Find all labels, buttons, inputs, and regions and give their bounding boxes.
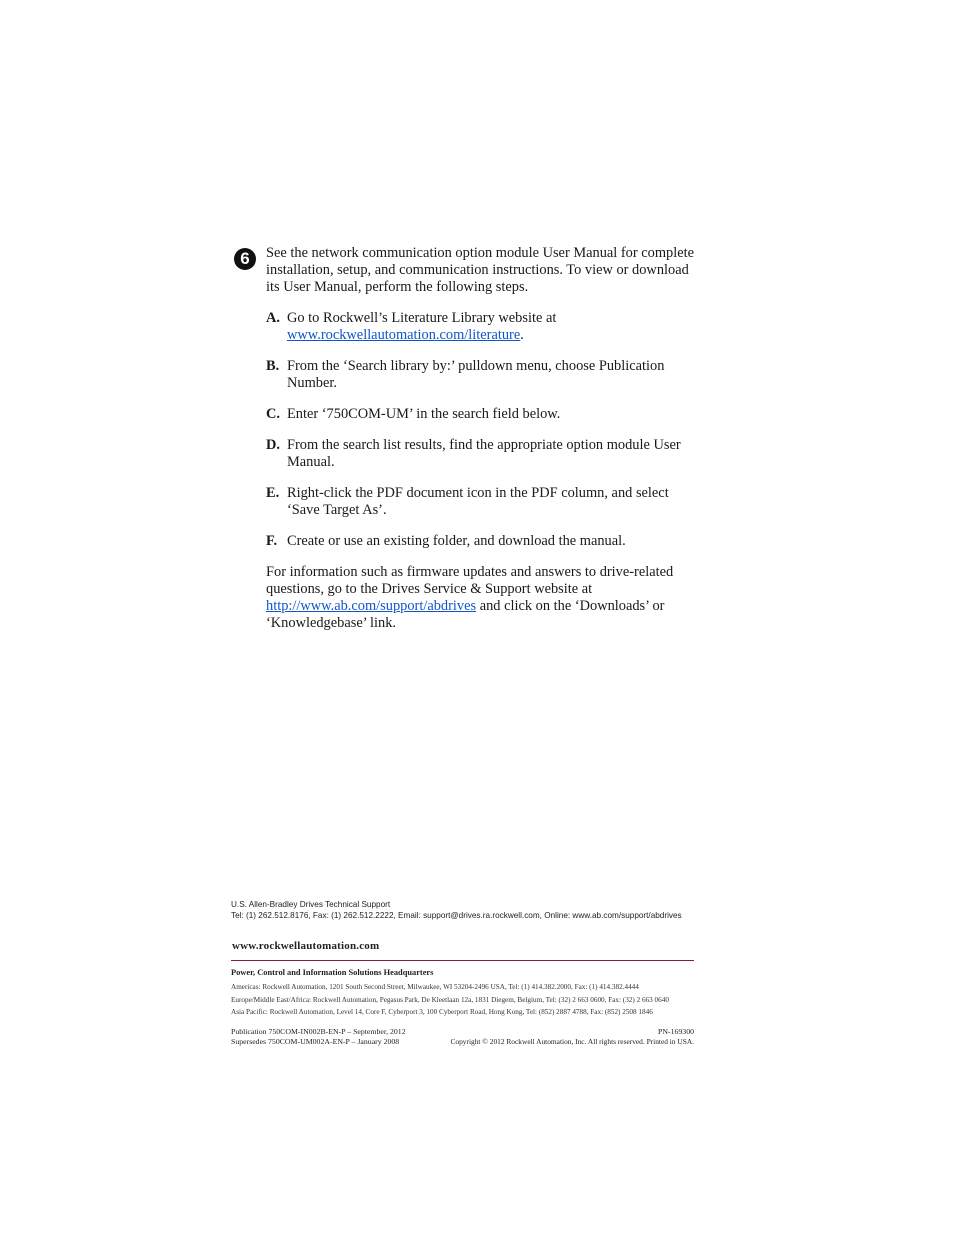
step-content <box>266 245 696 632</box>
instruction-item-a <box>266 310 696 344</box>
item-text: From the search list results, find the appropriate option module User Manual. <box>287 437 681 470</box>
item-text: Go to Rockwell’s Literature Library website at <box>287 310 557 326</box>
step-number-badge: 6 <box>234 248 256 270</box>
hq-europe: Europe/Middle East/Africa: Rockwell Automation, Pegasus Park, De Kleetlaan 12a, 1831 Diegem, Belgium, Tel: (32) 2 663 0600, Fax: (32) 2 663 0640 <box>231 995 669 1004</box>
part-number: PN-169300 <box>658 1027 694 1036</box>
supersedes: Supersedes 750COM-UM002A-EN-P – January 2008 <box>231 1036 400 1046</box>
item-text: Right-click the PDF document icon in the PDF column, and select ‘Save Target As’. <box>287 485 669 518</box>
footer-divider <box>231 960 694 961</box>
instruction-item-f <box>266 533 696 550</box>
technical-support-block <box>231 899 701 921</box>
item-text: From the ‘Search library by:’ pulldown menu, choose Publication Number. <box>287 358 665 391</box>
item-letter: C. <box>266 406 280 422</box>
company-website: www.rockwellautomation.com <box>232 940 380 952</box>
info-text-after: and click on the ‘Downloads’ or ‘Knowledgebase’ link. <box>266 598 665 631</box>
literature-library-link[interactable]: www.rockwellautomation.com/literature <box>287 327 521 343</box>
instruction-item-e <box>266 485 696 519</box>
support-title: U.S. Allen-Bradley Drives Technical Support <box>231 900 391 909</box>
hq-americas: Americas: Rockwell Automation, 1201 South Second Street, Milwaukee, WI 53204-2496 USA, Tel: (1) 414.382.2000, Fax: (1) 414.382.4444 <box>231 983 639 991</box>
copyright: Copyright © 2012 Rockwell Automation, Inc. All rights reserved. Printed in USA. <box>450 1036 694 1046</box>
instruction-item-d <box>266 437 696 471</box>
support-contact: Tel: (1) 262.512.8176, Fax: (1) 262.512.2222, Email: support@drives.ra.rockwell.com, Online: www.ab.com/support/abdrives <box>231 911 682 920</box>
headquarters-block <box>231 968 701 1019</box>
info-text: For information such as firmware updates and answers to drive-related questions, go to the Drives Service & Support website at <box>266 564 674 597</box>
step-intro: See the network communication option module User Manual for complete installation, setup, and communication instructions. To view or download its User Manual, perform the following steps. <box>266 245 695 295</box>
item-letter: E. <box>266 485 280 501</box>
publication-block <box>231 1027 694 1046</box>
instruction-list <box>266 310 696 550</box>
item-letter: D. <box>266 437 280 453</box>
item-text: Create or use an existing folder, and download the manual. <box>287 533 626 549</box>
item-text-after: . <box>520 327 524 343</box>
item-letter: A. <box>266 310 280 326</box>
item-letter: B. <box>266 358 280 374</box>
hq-asia: Asia Pacific: Rockwell Automation, Level 14, Core F, Cyberport 3, 100 Cyberport Road, Hong Kong, Tel: (852) 2887 4788, Fax: (852) 2508 1846 <box>231 1008 653 1016</box>
instruction-item-b <box>266 358 696 392</box>
support-info-paragraph <box>266 564 696 632</box>
hq-title: Power, Control and Information Solutions Headquarters <box>231 968 434 977</box>
supersedes-row <box>231 1037 694 1047</box>
publication-number: Publication 750COM-IN002B-EN-P – September, 2012 <box>231 1027 406 1036</box>
item-letter: F. <box>266 533 278 549</box>
publication-row <box>231 1027 694 1037</box>
instruction-item-c <box>266 406 696 423</box>
drives-support-link[interactable]: http://www.ab.com/support/abdrives <box>266 598 477 614</box>
item-text: Enter ‘750COM-UM’ in the search field below. <box>287 406 561 422</box>
